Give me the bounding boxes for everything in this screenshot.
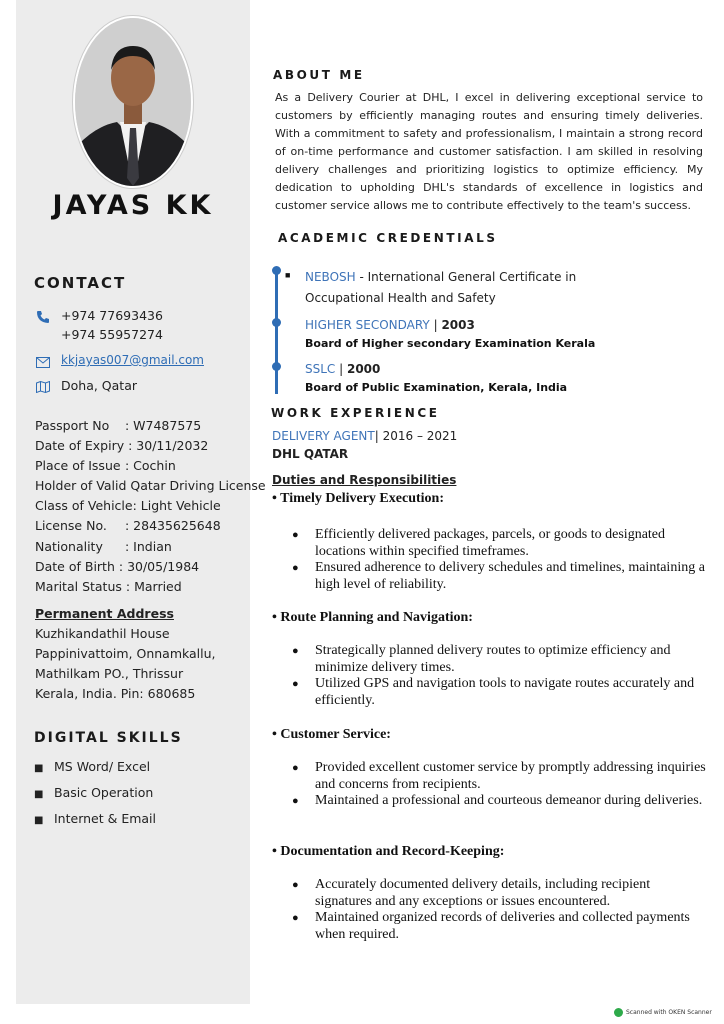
detail-row: Passport No : W7487575 (35, 418, 202, 433)
duty-section-title: • Documentation and Record-Keeping: (272, 844, 505, 859)
skill-item: ■ Basic Operation (34, 785, 154, 800)
academic-heading: ACADEMIC CREDENTIALS (278, 231, 498, 245)
duty-item: ● Maintained a professional and courteous demeanor during deliveries. (292, 793, 703, 808)
address-line: Kuzhikandathil House (35, 626, 170, 641)
duty-section-title: • Timely Delivery Execution: (272, 491, 444, 506)
sslc-board: Board of Public Examination, Kerala, India (305, 381, 568, 394)
duty-item: ● Maintained organized records of deliveries and collected payments when required. (292, 910, 690, 942)
bullet: ■ (285, 270, 291, 280)
email-link[interactable]: kkjayas007@gmail.com (61, 353, 204, 367)
nebosh-line-2: Occupational Health and Safety (305, 291, 496, 305)
company: DHL QATAR (272, 447, 349, 461)
detail-row: Date of Birth : 30/05/1984 (35, 559, 200, 574)
duties-heading: Duties and Responsibilities (272, 473, 457, 487)
phone-icon (36, 310, 50, 329)
map-icon (36, 380, 50, 398)
phone-number-2: +974 55957274 (61, 327, 163, 342)
detail-row: Holder of Valid Qatar Driving License (35, 478, 266, 493)
scanner-watermark: Scanned with OKEN Scanner (614, 1008, 712, 1017)
role-line: DELIVERY AGENT| 2016 – 2021 (272, 429, 458, 443)
profile-photo (73, 16, 193, 188)
email-icon (36, 355, 50, 373)
duty-item: ● Utilized GPS and navigation tools to navigate routes accurately and efficiently. (292, 676, 695, 708)
address-line: Kerala, India. Pin: 680685 (35, 686, 196, 701)
duty-item: ● Efficiently delivered packages, parcels, or goods to designated locations within specified timeframes. (292, 527, 666, 559)
work-heading: WORK EXPERIENCE (271, 406, 440, 420)
higher-secondary-line: HIGHER SECONDARY | 2003 (305, 318, 475, 332)
contact-heading: CONTACT (34, 274, 127, 292)
higher-secondary-board: Board of Higher secondary Examination Kerala (305, 337, 596, 350)
detail-row: Marital Status : Married (35, 579, 182, 594)
detail-row: License No. : 28435625648 (35, 518, 221, 533)
timeline-dot (272, 266, 281, 275)
detail-row: Place of Issue : Cochin (35, 458, 176, 473)
nebosh-line: NEBOSH - International General Certificate in (305, 270, 577, 284)
timeline-line (275, 268, 278, 394)
timeline-dot (272, 362, 281, 371)
duty-item: ● Ensured adherence to delivery schedules and timelines, maintaining a high level of reliability. (292, 560, 705, 592)
duty-section-title: • Customer Service: (272, 727, 391, 742)
detail-row: Date of Expiry : 30/11/2032 (35, 438, 209, 453)
scanner-logo-icon (614, 1008, 623, 1017)
about-heading: ABOUT ME (273, 68, 365, 82)
digital-skills-heading: DIGITAL SKILLS (34, 730, 183, 746)
phone-number-1: +974 77693436 (61, 308, 163, 323)
duty-section-title: • Route Planning and Navigation: (272, 610, 473, 625)
skill-item: ■ MS Word/ Excel (34, 759, 151, 774)
timeline-dot (272, 318, 281, 327)
address-line: Mathilkam PO., Thrissur (35, 666, 184, 681)
candidate-name: JAYAS KK (52, 190, 214, 221)
duty-item: ● Accurately documented delivery details, including recipient signatures and any exceptions or issues encountered. (292, 877, 651, 909)
detail-row: Class of Vehicle: Light Vehicle (35, 498, 221, 513)
duty-item: ● Provided excellent customer service by promptly addressing inquiries and concerns from recipients. (292, 760, 706, 792)
sslc-line: SSLC | 2000 (305, 362, 381, 376)
detail-row: Nationality : Indian (35, 539, 172, 554)
skill-item: ■ Internet & Email (34, 811, 157, 826)
about-text: As a Delivery Courier at DHL, I excel in delivering exceptional service to customers by efficiently managing routes and ensuring timely deliveries. With a commitment to safety and professionalism, I maintain a strong record of on-time performance and customer satisfaction. I am skilled in resolving delivery challenges and prioritizing logistics to optimize efficiency. My dedication to upholding DHL's standards of excellence in logistics and customer service allows me to contribute effectively to the team's success. (275, 91, 703, 212)
location: Doha, Qatar (61, 378, 138, 393)
duty-item: ● Strategically planned delivery routes to optimize efficiency and minimize delivery times. (292, 643, 671, 675)
address-line: Pappinivattoim, Onnamkallu, (35, 646, 216, 661)
address-heading: Permanent Address (35, 606, 174, 621)
